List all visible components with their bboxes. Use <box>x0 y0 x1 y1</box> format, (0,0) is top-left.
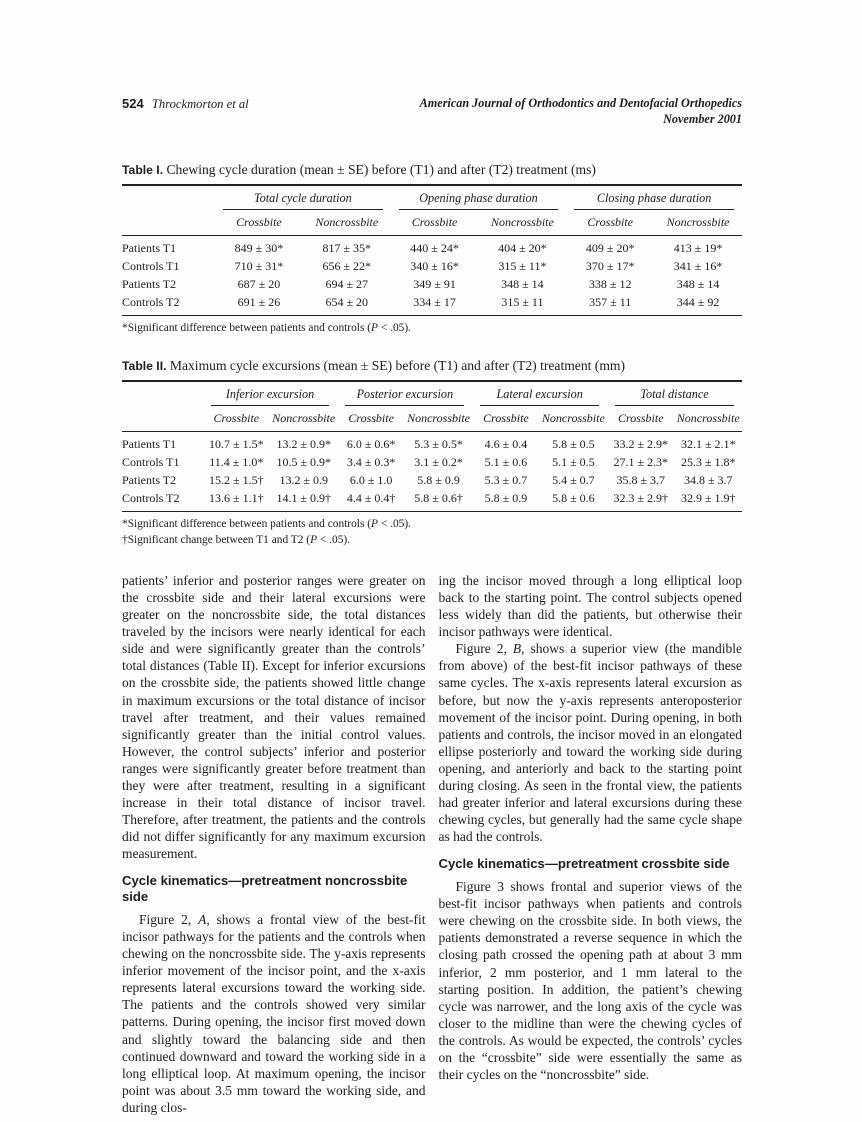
column-header: Crossbite <box>566 210 654 236</box>
table-1-group-header-row <box>122 185 742 210</box>
journal-issue: November 2001 <box>663 111 742 126</box>
table-1-label: Table I. <box>122 162 164 177</box>
running-authors: Throckmorton et al <box>151 97 249 111</box>
table-2-subheader-row <box>122 406 742 432</box>
table-cell: 348 ± 14 <box>676 276 720 291</box>
table-2-group-inferior <box>203 381 338 406</box>
column-group-label: Total cycle duration <box>223 191 383 210</box>
table-2 <box>122 380 742 512</box>
column-group-label: Inferior excursion <box>211 387 330 406</box>
paragraph-figure2b <box>439 640 743 845</box>
table-row <box>122 489 742 511</box>
table-cell: 315 ± 11* <box>498 258 547 273</box>
footnote-text: *Significant difference between patients and controls ( <box>122 517 372 530</box>
table-cell: 27.1 ± 2.3* <box>613 454 669 469</box>
row-label: Patients T2 <box>122 276 177 291</box>
row-label: Patients T2 <box>122 472 177 487</box>
table-cell: 687 ± 20 <box>237 276 281 291</box>
table-row <box>122 275 742 293</box>
table-row <box>122 293 742 315</box>
paragraph-text: Figure 2, <box>139 911 199 927</box>
table-2-group-posterior <box>337 381 472 406</box>
column-header: Noncrossbite <box>478 210 566 236</box>
table-cell: 413 ± 19* <box>673 240 723 255</box>
table-row <box>122 453 742 471</box>
table-cell: 13.6 ± 1.1† <box>209 490 264 505</box>
body-column-left <box>122 572 426 1116</box>
footnote-p-symbol: P <box>310 533 318 546</box>
table-cell: 357 ± 11 <box>589 294 632 309</box>
body-column-right <box>439 572 743 1116</box>
table-cell: 849 ± 30* <box>234 240 284 255</box>
table-cell: 370 ± 17* <box>585 258 635 273</box>
table-cell: 334 ± 17 <box>413 294 456 309</box>
paragraph-text: Figure 2, <box>455 641 513 657</box>
table-cell: 32.9 ± 1.9† <box>680 490 736 505</box>
table-1-group-total <box>215 185 391 210</box>
table-cell: 35.8 ± 3.7 <box>616 472 666 487</box>
column-group-label: Closing phase duration <box>574 191 734 210</box>
footnote-p-symbol: P <box>371 321 378 334</box>
column-group-label: Posterior excursion <box>345 387 464 406</box>
column-header: Noncrossbite <box>270 406 337 432</box>
table-2-group-total <box>607 381 742 406</box>
column-header: Noncrossbite <box>654 210 742 236</box>
table-2-stub <box>122 406 203 432</box>
column-header: Crossbite <box>391 210 479 236</box>
table-cell: 5.8 ± 0.6† <box>414 490 463 505</box>
figure-letter: B <box>512 641 522 657</box>
table-2-group-header-row <box>122 381 742 406</box>
table-cell: 656 ± 22* <box>322 258 372 273</box>
table-cell: 348 ± 14 <box>501 276 544 291</box>
footnote-text: < .05). <box>317 533 351 546</box>
table-cell: 341 ± 16* <box>673 258 723 273</box>
table-row <box>122 257 742 275</box>
column-header: Crossbite <box>203 406 270 432</box>
table-cell: 5.8 ± 0.6 <box>552 490 595 505</box>
table-1-stub <box>122 185 215 210</box>
table-cell: 654 ± 20 <box>325 294 369 309</box>
paragraph-text: , shows a superior view (the mandible from above) of the best-fit incisor pathways of these same cycles. The x-axis represents lateral excursion as before, but now the y-axis represents anteroposterior movement of the incisor point. During opening, in both patients and controls, the incisor moved in an elongated ellipse posteriorly and toward the working side during opening, and anteriorly and back to the starting point during closing. As seen in the frontal view, the patients had greater inferior and lateral excursions during these chewing cycles, but generally had the same cycle shape as had the controls. <box>438 641 743 845</box>
table-cell: 338 ± 12 <box>588 276 632 291</box>
table-1-stub <box>122 210 215 236</box>
table-cell: 4.6 ± 0.4 <box>484 436 528 451</box>
paragraph-text: , shows a frontal view of the best-fit incisor pathways for the patients and the controls when chewing on the noncrossbite side. The y-axis represents inferior movement of the incisor point, and the x-axis represents lateral excursions toward the working side. The patients and the controls showed very similar patterns. During opening, the incisor first moved down and slightly toward the balancing side and then continued downward and toward the working side in a long elliptical loop. At maximum opening, the incisor point was about 3.5 mm toward the working side, and during clos- <box>122 911 426 1115</box>
paragraph-results-continuation: patients’ inferior and posterior ranges were greater on the crossbite side and their lateral excursions were greater on the noncrossbite side, the total distances traveled by the incisors were nearly identical for each side and were significantly greater than the controls’ total distances (Table II). Except for inferior excursions on the crossbite side, the patients showed little change in maximum excursions or the total distance of incisor travel after treatment, and their values remained significantly greater than the initial control values. However, the control subjects’ inferior and posterior ranges were significantly greater before treatment than they were after treatment, resulting in a significant increase in their total distance of incisor travel. Therefore, after treatment, the patients and the controls did not differ significantly for any maximum excursion measurement. <box>122 572 426 862</box>
table-cell: 344 ± 92 <box>676 294 720 309</box>
page-number: 524 <box>122 96 144 111</box>
table-1-caption <box>122 162 742 178</box>
table-cell: 710 ± 31* <box>234 258 284 273</box>
table-cell: 817 ± 35* <box>322 240 372 255</box>
table-cell: 3.1 ± 0.2* <box>414 454 463 469</box>
page-content <box>122 96 742 1116</box>
footnote-text: †Significant change between T1 and T2 ( <box>122 533 311 546</box>
table-cell: 349 ± 91 <box>413 276 456 291</box>
table-cell: 340 ± 16* <box>410 258 459 273</box>
table-cell: 5.3 ± 0.7 <box>484 472 528 487</box>
table-2-caption <box>122 358 742 374</box>
paragraph-figure2a-continuation: ing the incisor moved through a long elliptical loop back to the starting point. The control subjects opened less widely than did the patients, but otherwise their incisor pathways were identical. <box>438 572 742 640</box>
table-cell: 440 ± 24* <box>410 240 459 255</box>
column-header: Noncrossbite <box>405 406 472 432</box>
footnote-text: < .05). <box>378 321 411 334</box>
table-cell: 32.3 ± 2.9† <box>613 490 669 505</box>
table-cell: 691 ± 26 <box>237 294 281 309</box>
table-cell: 33.2 ± 2.9* <box>613 436 669 451</box>
figure-letter: A <box>198 911 207 927</box>
table-cell: 32.1 ± 2.1* <box>680 436 736 451</box>
column-group-label: Opening phase duration <box>399 191 559 210</box>
table-cell: 5.8 ± 0.9 <box>417 472 460 487</box>
table-cell: 34.8 ± 3.7 <box>683 472 733 487</box>
table-cell: 694 ± 27 <box>325 276 369 291</box>
column-header: Noncrossbite <box>674 406 742 432</box>
row-label: Controls T2 <box>122 294 180 309</box>
column-header: Noncrossbite <box>540 406 607 432</box>
table-1-caption-text: Chewing cycle duration (mean ± SE) before (T1) and after (T2) treatment (ms) <box>163 161 596 177</box>
running-head-left <box>122 96 249 112</box>
table-row <box>122 471 742 489</box>
paragraph-figure3: Figure 3 shows frontal and superior views of the best-fit incisor pathways when patients and controls were chewing on the crossbite side. In both views, the patients demonstrated a reverse sequence in which the closing path crossed the opening path at about 3 mm inferior, 2 mm posterior, and 1 mm lateral to the starting position. In addition, the patient’s chewing cycle was narrower, and the long axis of the cycle was closer to the midline than were the chewing cycles of the controls. As would be expected, the controls’ cycles on the “crossbite” side were essentially the same as their cycles on the “noncrossbite” side. <box>438 879 742 1083</box>
table-cell: 10.7 ± 1.5* <box>209 436 264 451</box>
table-2-stub <box>122 381 203 406</box>
table-1-group-closing <box>566 185 742 210</box>
table-cell: 5.8 ± 0.9 <box>484 490 528 505</box>
table-cell: 315 ± 11 <box>501 294 544 309</box>
column-header: Crossbite <box>472 406 539 432</box>
body-columns <box>122 572 742 1116</box>
table-cell: 5.4 ± 0.7 <box>552 472 595 487</box>
column-group-label: Lateral excursion <box>480 387 599 406</box>
row-label: Patients T1 <box>122 240 177 255</box>
table-cell: 15.2 ± 1.5† <box>209 472 264 487</box>
row-label: Controls T1 <box>122 454 180 469</box>
table-1-group-opening <box>391 185 567 210</box>
table-cell: 4.4 ± 0.4† <box>346 490 396 505</box>
table-cell: 13.2 ± 0.9 <box>279 472 329 487</box>
table-1-footnote <box>122 321 742 336</box>
journal-title: American Journal of Orthodontics and Dentofacial Orthopedics <box>419 96 742 110</box>
table-cell: 5.1 ± 0.6 <box>484 454 528 469</box>
table-2-label: Table II. <box>122 358 167 373</box>
table-cell: 409 ± 20* <box>585 240 635 255</box>
footnote-p-symbol: P <box>371 517 378 530</box>
table-2-group-lateral <box>472 381 607 406</box>
table-row <box>122 431 742 453</box>
table-row <box>122 235 742 257</box>
section-heading-crossbite: Cycle kinematics—pretreatment crossbite side <box>438 856 730 872</box>
table-1-subheader-row <box>122 210 742 236</box>
table-2-footnote-2 <box>122 533 742 548</box>
table-2-caption-text: Maximum cycle excursions (mean ± SE) before (T1) and after (T2) treatment (mm) <box>166 357 626 373</box>
section-heading-noncrossbite: Cycle kinematics—pretreatment noncrossbite side <box>122 873 408 905</box>
row-label: Patients T1 <box>122 436 177 451</box>
column-group-label: Total distance <box>615 387 734 406</box>
table-cell: 13.2 ± 0.9* <box>276 436 332 451</box>
table-cell: 10.5 ± 0.9* <box>276 454 332 469</box>
footnote-text: *Significant difference between patients and controls ( <box>122 321 372 334</box>
running-head-right <box>420 96 742 128</box>
table-cell: 5.3 ± 0.5* <box>414 436 463 451</box>
table-cell: 5.8 ± 0.5 <box>552 436 595 451</box>
footnote-text: < .05). <box>378 517 411 530</box>
table-2-footnote-1 <box>122 517 742 532</box>
column-header: Crossbite <box>337 406 404 432</box>
row-label: Controls T2 <box>122 490 180 505</box>
table-cell: 5.1 ± 0.5 <box>552 454 595 469</box>
paragraph-figure2a <box>122 911 426 1116</box>
table-cell: 6.0 ± 0.6* <box>346 436 396 451</box>
running-head <box>122 96 742 128</box>
table-cell: 3.4 ± 0.3* <box>346 454 396 469</box>
table-1 <box>122 184 742 316</box>
column-header: Crossbite <box>607 406 674 432</box>
table-cell: 14.1 ± 0.9† <box>276 490 332 505</box>
row-label: Controls T1 <box>122 258 180 273</box>
table-cell: 25.3 ± 1.8* <box>680 454 736 469</box>
table-cell: 11.4 ± 1.0* <box>209 454 264 469</box>
table-cell: 404 ± 20* <box>498 240 547 255</box>
column-header: Noncrossbite <box>303 210 391 236</box>
table-cell: 6.0 ± 1.0 <box>349 472 393 487</box>
column-header: Crossbite <box>215 210 303 236</box>
